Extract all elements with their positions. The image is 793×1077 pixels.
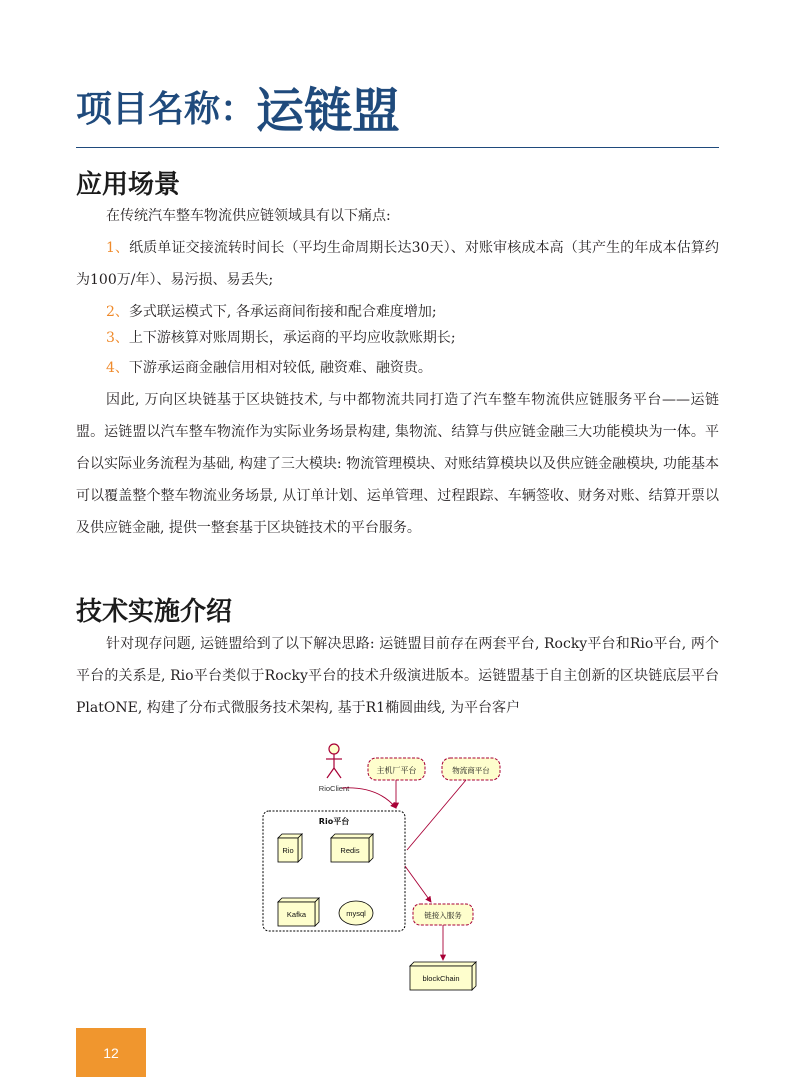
page-number-badge: [76, 1028, 146, 1077]
pain-point-number: 4、: [106, 360, 129, 376]
pain-point-number: 1、: [106, 240, 130, 256]
scenario-intro: 在传统汽车整车物流供应链领域具有以下痛点:: [106, 208, 391, 224]
actor-icon: [326, 744, 342, 778]
architecture-diagram: [258, 738, 508, 998]
implementation-body: 针对现存问题, 运链盟给到了以下解决思路: 运链盟目前存在两套平台, Rocky平台和Rio平台, 两个平台的关系是, Rio平台类似于Rocky平台的技术升级演进版本。运链盟基于自主创新的区块链底层平台PlatONE, 构建了分布式微服务技术架构, 基于R1椭圆曲线, 为平台客户: [76, 636, 719, 716]
chain-access-service-label: 链接入服务: [424, 911, 462, 920]
pain-point-text: 纸质单证交接流转时间长（平均生命周期长达30天）、对账审核成本高（其产生的年成本估算约为100万/年）、易污损、易丢失;: [76, 240, 719, 288]
logistics-platform-label: 物流商平台: [452, 766, 490, 775]
pain-point-number: 3、: [106, 330, 129, 346]
mysql-label: mysql: [346, 909, 366, 918]
scenario-body: 因此, 万向区块链基于区块链技术, 与中都物流共同打造了汽车整车物流供应链服务平台——运链盟。运链盟以汽车整车物流作为实际业务场景构建, 集物流、结算与供应链金融三大功能模块为一体。平台以实际业务流程为基础, 构建了三大模块: 物流管理模块、对账结算模块以及供应链金融模块, 功能基本可以覆盖整个整车物流业务场景, 从订单计划、运单管理、过程跟踪、车辆签收、财务对账、结算开票以及供应链金融, 提供一整套基于区块链技术的平台服务。: [76, 392, 719, 536]
redis-component-label: Redis: [340, 846, 360, 855]
pain-point-text: 下游承运商金融信用相对较低, 融资难、融资贵。: [128, 360, 432, 376]
pain-point-4: [76, 352, 719, 384]
rio-platform-label: Rio平台: [318, 817, 350, 826]
title-prefix: 项目名称：: [76, 88, 257, 130]
section-heading-implementation: 技术实施介绍: [76, 597, 233, 627]
page-number: 12: [103, 1044, 119, 1061]
rio-component-label: Rio: [282, 846, 294, 855]
actor-label: RioClient: [318, 784, 350, 793]
page-title: [76, 72, 400, 141]
oem-platform-label: 主机厂平台: [376, 766, 417, 775]
title-divider: [76, 147, 719, 148]
pain-point-text: 多式联运模式下, 各承运商间衔接和配合难度增加;: [128, 304, 437, 320]
pain-point-1: [76, 232, 719, 296]
pain-point-3: [76, 322, 719, 354]
kafka-component-label: Kafka: [286, 910, 307, 919]
pain-point-number: 2、: [106, 304, 129, 320]
pain-point-text: 上下游核算对账周期长，承运商的平均应收款账期长;: [128, 330, 456, 346]
blockchain-label: blockChain: [422, 974, 460, 983]
section-heading-scenario: 应用场景: [76, 170, 181, 200]
project-name: 运链盟: [256, 83, 401, 139]
